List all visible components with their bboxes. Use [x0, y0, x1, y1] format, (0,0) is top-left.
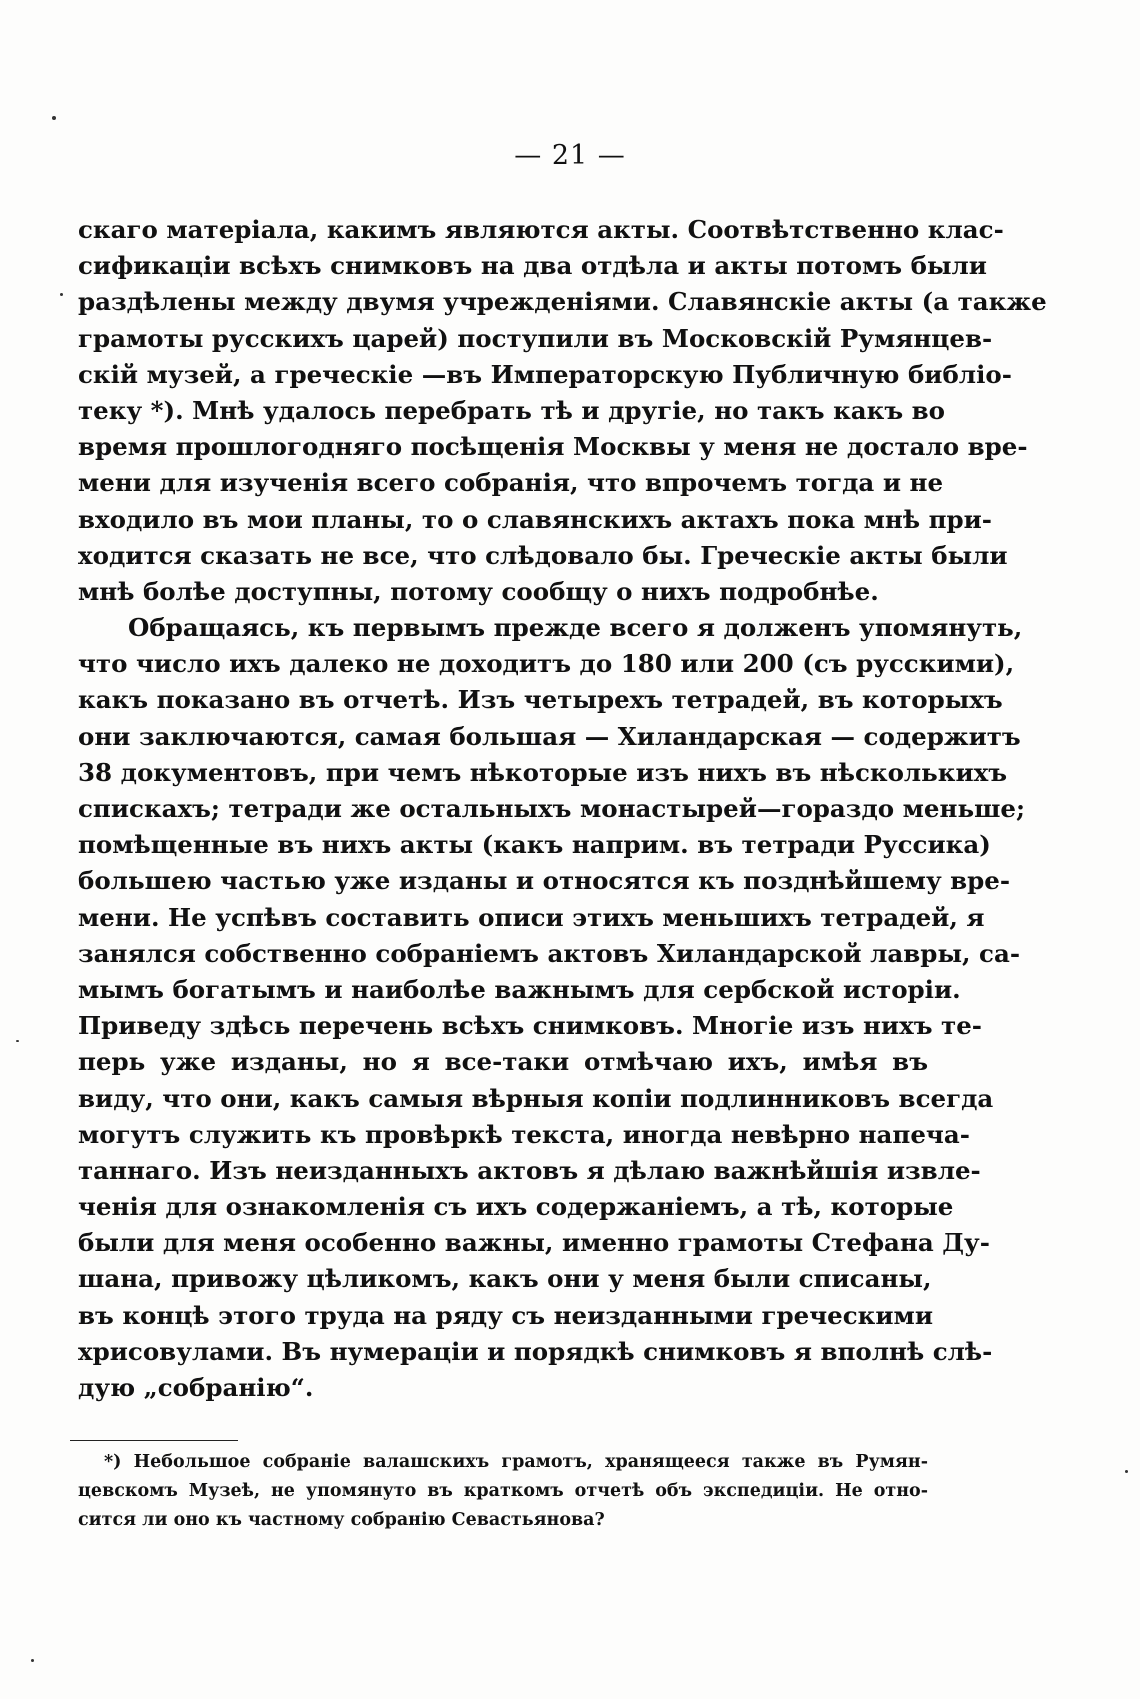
text-line: въ концѣ этого труда на ряду съ неизданными греческими [78, 1300, 933, 1330]
text-line: какъ показано въ отчетѣ. Изъ четырехъ тетрадей, въ которыхъ [78, 685, 1003, 715]
footnote-line: цевскомъ Музеѣ, не упомянуто въ краткомъ отчетѣ объ экспедиціи. Не отно- [78, 1481, 928, 1501]
text-line: дую „собранію“. [78, 1373, 314, 1402]
footnote-line: *) Небольшое собраніе валашскихъ грамотъ, хранящееся также въ Румян- [104, 1452, 928, 1472]
text-line: таннаго. Изъ неизданныхъ актовъ я дѣлаю важнѣйшія извле- [78, 1155, 981, 1185]
print-speck [16, 1040, 19, 1042]
text-line: сификаціи всѣхъ снимковъ на два отдѣла и акты потомъ были [78, 251, 987, 281]
text-line: большею частью уже изданы и относятся къ позднѣйшему вре- [78, 866, 1011, 896]
text-line: хрисовулами. Въ нумераціи и порядкѣ снимковъ я вполнѣ слѣ- [78, 1336, 993, 1366]
text-line: помѣщенные въ нихъ акты (какъ наприм. въ тетради Руссика) [78, 830, 991, 860]
text-line: виду, что они, какъ самыя вѣрныя копіи подлинниковъ всегда [78, 1083, 994, 1113]
text-line: занялся собственно собраніемъ актовъ Хиландарской лавры, са- [78, 938, 1021, 968]
text-line: были для меня особенно важны, именно грамоты Стефана Ду- [78, 1228, 990, 1258]
text-line: входило въ мои планы, то о славянскихъ актахъ пока мнѣ при- [78, 504, 992, 534]
paragraph-start-line: Обращаясь, къ первымъ прежде всего я долженъ упомянуть, [128, 613, 1023, 643]
text-line: могутъ служить къ провѣркѣ текста, иногда невѣрно напеча- [78, 1119, 970, 1149]
text-line: время прошлогодняго посѣщенія Москвы у меня не достало вре- [78, 432, 1028, 462]
text-line: мени для изученія всего собранія, что впрочемъ тогда и не [78, 468, 944, 498]
text-line: грамоты русскихъ царей) поступили въ Московскій Румянцев- [78, 323, 993, 353]
text-line: Приведу здѣсь перечень всѣхъ снимковъ. Многіе изъ нихъ те- [78, 1011, 982, 1041]
text-line: они заключаются, самая большая — Хиландарская — содержитъ [78, 721, 1021, 751]
print-speck [52, 116, 56, 120]
body-text [78, 212, 1047, 1406]
text-line: раздѣлены между двумя учрежденіями. Славянскіе акты (а также [78, 287, 1047, 317]
text-line: шана, привожу цѣликомъ, какъ они у меня были списаны, [78, 1264, 932, 1294]
text-line: спискахъ; тетради же остальныхъ монастырей—гораздо меньше; [78, 794, 1026, 823]
print-speck [60, 293, 63, 296]
footnote-divider [70, 1440, 238, 1441]
text-line: скій музей, а греческіе —въ Императорскую Публичную библіо- [78, 359, 1012, 389]
print-speck [1125, 1470, 1128, 1473]
text-line: что число ихъ далеко не доходитъ до 180 или 200 (съ русскими), [78, 649, 1015, 679]
text-line: перь уже изданы, но я все-таки отмѣчаю ихъ, имѣя въ [78, 1047, 928, 1077]
text-line: мымъ богатымъ и наиболѣе важнымъ для сербской исторіи. [78, 974, 961, 1004]
text-line: ходится сказать не все, что слѣдовало бы. Греческіе акты были [78, 540, 1008, 570]
text-line: скаго матеріала, какимъ являются акты. Соотвѣтственно клас- [78, 215, 1004, 244]
text-line: мнѣ болѣе доступны, потому сообщу о нихъ подробнѣе. [78, 576, 879, 606]
print-speck [31, 1659, 34, 1662]
page-number: — 21 — [514, 140, 626, 171]
footnote [78, 1448, 928, 1535]
footnote-line: сится ли оно къ частному собранію Севастьянова? [78, 1510, 605, 1530]
text-line: ченія для ознакомленія съ ихъ содержаніемъ, а тѣ, которые [78, 1192, 954, 1222]
text-line: мени. Не успѣвъ составить описи этихъ меньшихъ тетрадей, я [78, 902, 985, 932]
text-line: 38 документовъ, при чемъ нѣкоторые изъ нихъ въ нѣсколькихъ [78, 757, 1008, 787]
text-line: теку *). Мнѣ удалось перебрать тѣ и другіе, но такъ какъ во [78, 395, 946, 425]
